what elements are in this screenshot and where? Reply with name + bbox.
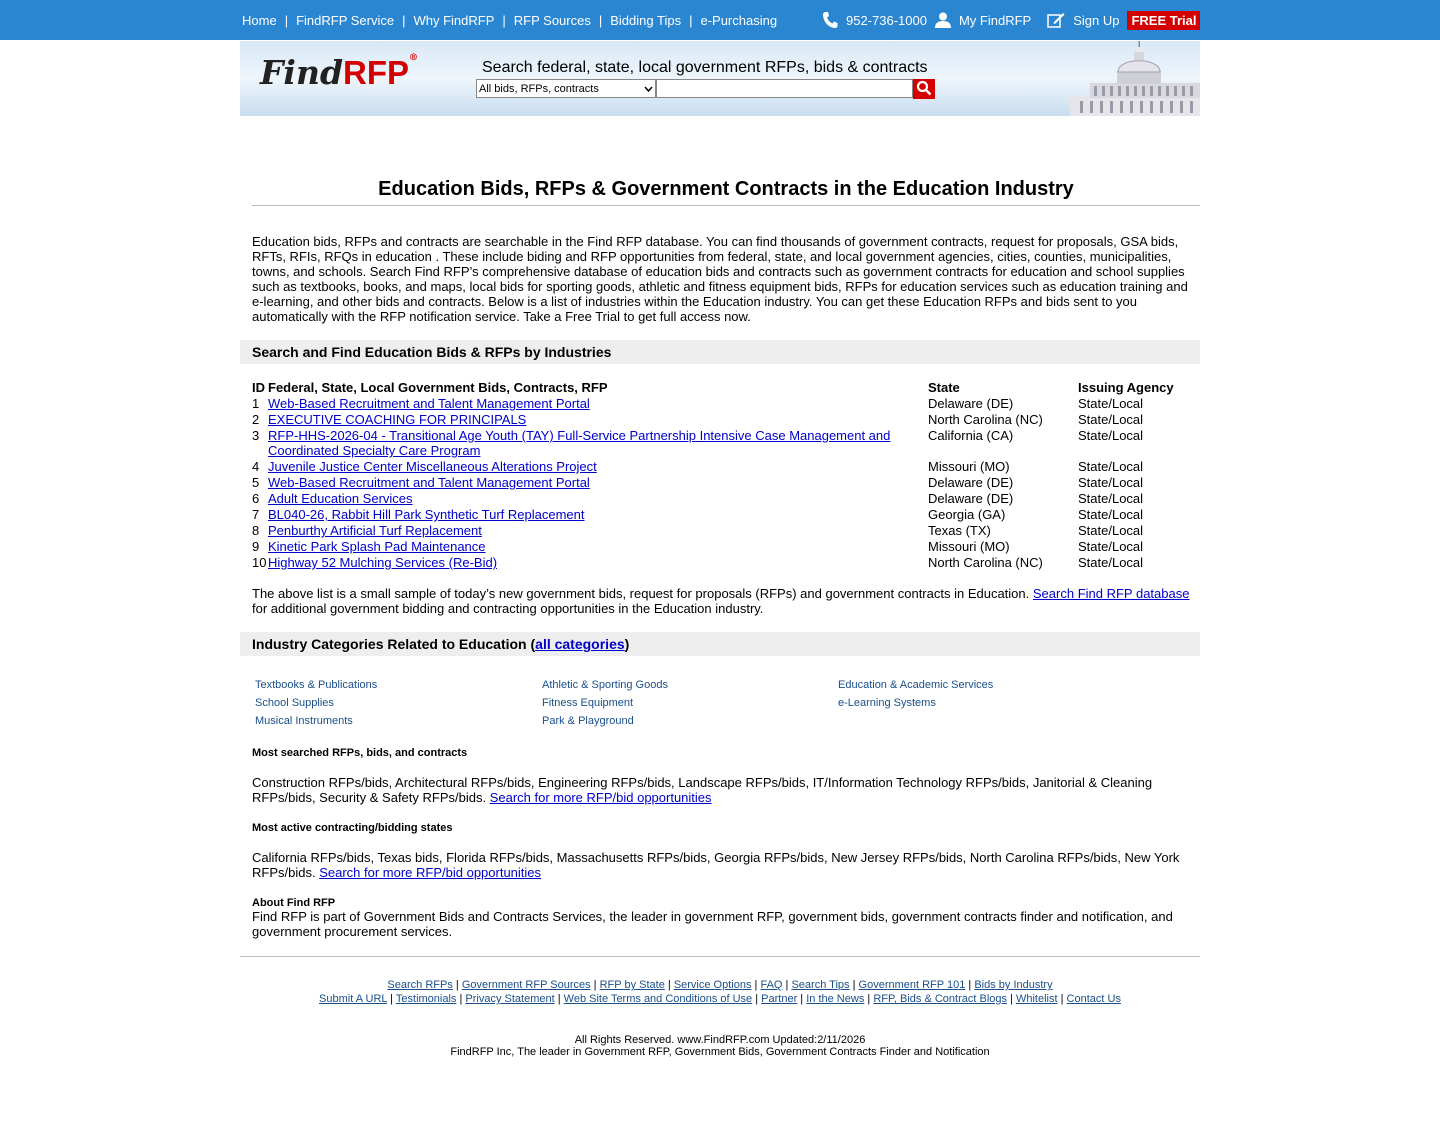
search-more-link[interactable]: Search for more RFP/bid opportunities bbox=[319, 865, 542, 880]
footer-link[interactable]: Search RFPs bbox=[387, 979, 453, 991]
bid-state: Texas (TX) bbox=[928, 523, 991, 538]
table-header-row bbox=[252, 380, 1174, 396]
bids-table-body bbox=[252, 396, 1174, 571]
bid-title-link[interactable]: Web-Based Recruitment and Talent Management Portal bbox=[268, 396, 590, 411]
bid-title-link[interactable]: Penburthy Artificial Turf Replacement bbox=[268, 523, 482, 538]
footer-separator: | bbox=[590, 979, 600, 991]
about-heading: About Find RFP bbox=[252, 897, 336, 909]
footer-separator: | bbox=[797, 993, 807, 1005]
footer-link[interactable]: Government RFP Sources bbox=[461, 979, 591, 991]
bid-state: North Carolina (NC) bbox=[928, 412, 1043, 427]
footer-tagline: FindRFP Inc, The leader in Government RFP, Government Bids, Government Contracts Finder and Notification bbox=[450, 1046, 990, 1058]
table-row bbox=[252, 539, 1174, 555]
category-link[interactable]: Fitness Equipment bbox=[542, 697, 634, 709]
bid-state: North Carolina (NC) bbox=[928, 555, 1043, 570]
category-col-2 bbox=[542, 676, 668, 730]
footer-link[interactable]: RFP, Bids & Contract Blogs bbox=[873, 993, 1007, 1005]
my-findrfp-link[interactable]: My FindRFP bbox=[958, 12, 1032, 28]
bid-agency: State/Local bbox=[1078, 412, 1144, 427]
bid-id: 10 bbox=[252, 555, 267, 570]
footer-row-1 bbox=[240, 978, 1200, 992]
col-header-state: State bbox=[928, 380, 960, 395]
bid-agency: State/Local bbox=[1078, 428, 1144, 443]
bid-agency: State/Local bbox=[1078, 459, 1144, 474]
bid-agency: State/Local bbox=[1078, 523, 1144, 538]
col-header-agency: Issuing Agency bbox=[1078, 380, 1174, 395]
nav-separator: | bbox=[502, 12, 506, 28]
footer-link[interactable]: FAQ bbox=[760, 979, 783, 991]
bid-agency: State/Local bbox=[1078, 491, 1144, 506]
section-heading-categories bbox=[240, 632, 1200, 656]
table-row bbox=[252, 555, 1174, 571]
bid-title bbox=[268, 459, 928, 475]
footer-separator: | bbox=[751, 979, 761, 991]
footer-link[interactable]: RFP by State bbox=[599, 979, 665, 991]
most-searched-paragraph bbox=[252, 775, 1192, 805]
nav-bidding-tips[interactable]: Bidding Tips bbox=[610, 12, 682, 28]
category-links bbox=[255, 676, 1195, 736]
search-more-link[interactable]: Search for more RFP/bid opportunities bbox=[489, 790, 712, 805]
bid-id: 6 bbox=[252, 491, 260, 506]
findrfp-logo[interactable] bbox=[260, 53, 418, 92]
logo-find-text: Find bbox=[260, 53, 344, 92]
footer-separator: | bbox=[752, 993, 762, 1005]
table-row bbox=[252, 396, 1174, 412]
footer-link[interactable]: Service Options bbox=[673, 979, 752, 991]
bid-id: 9 bbox=[252, 539, 260, 554]
bid-id: 5 bbox=[252, 475, 260, 490]
phone-icon bbox=[822, 11, 838, 29]
search-input[interactable] bbox=[656, 79, 913, 98]
category-link[interactable]: Textbooks & Publications bbox=[255, 679, 378, 691]
search-category-value: All bids, RFPs, contracts bbox=[479, 82, 599, 95]
footer-separator: | bbox=[864, 993, 874, 1005]
bid-state: Delaware (DE) bbox=[928, 475, 1014, 490]
all-categories-link[interactable]: all categories bbox=[535, 636, 625, 652]
after-table-paragraph bbox=[252, 586, 1200, 616]
table-row bbox=[252, 523, 1174, 539]
bid-id: 2 bbox=[252, 412, 260, 427]
footer-separator: | bbox=[965, 979, 975, 991]
footer-link[interactable]: Submit A URL bbox=[319, 993, 388, 1005]
bid-title-link[interactable]: Kinetic Park Splash Pad Maintenance bbox=[268, 539, 486, 554]
signup-icon bbox=[1047, 12, 1065, 28]
after-table-text: The above list is a small sample of today’s new government bids, request for proposals (RFPs) and government contracts in Education. bbox=[252, 586, 1030, 601]
search-title: Search federal, state, local government RFPs, bids & contracts bbox=[482, 59, 928, 76]
footer-link[interactable]: Whitelist bbox=[1015, 993, 1058, 1005]
chevron-down-icon bbox=[644, 83, 653, 95]
nav-rfp-sources[interactable]: RFP Sources bbox=[513, 12, 591, 28]
footer-separator: | bbox=[452, 979, 462, 991]
search-icon bbox=[916, 80, 932, 99]
table-row bbox=[252, 507, 1174, 523]
table-row bbox=[252, 412, 1174, 428]
nav-why-findrfp[interactable]: Why FindRFP bbox=[413, 12, 495, 28]
nav-separator: | bbox=[598, 12, 603, 28]
top-nav bbox=[242, 0, 777, 40]
category-col-3 bbox=[838, 676, 993, 712]
free-trial-button[interactable]: FREE Trial bbox=[1127, 11, 1200, 30]
bid-title bbox=[268, 507, 928, 523]
footer-separator: | bbox=[456, 993, 466, 1005]
logo-rfp-text: RFP bbox=[343, 54, 410, 91]
bid-title-link[interactable]: Juvenile Justice Center Miscellaneous Alterations Project bbox=[268, 459, 597, 474]
header-banner bbox=[240, 41, 1200, 116]
top-right-links bbox=[822, 0, 1200, 40]
bids-table bbox=[252, 380, 1174, 571]
footer-separator: | bbox=[1007, 993, 1016, 1005]
footer-separator: | bbox=[387, 993, 396, 1005]
categories-heading-end: ) bbox=[624, 636, 630, 652]
table-row bbox=[252, 428, 1174, 459]
categories-heading-text: Industry Categories Related to Education ( bbox=[252, 636, 536, 652]
search-category-select[interactable] bbox=[476, 79, 656, 98]
bid-title bbox=[268, 555, 928, 571]
footer-separator: | bbox=[554, 993, 564, 1005]
nav-findrfp-service[interactable]: FindRFP Service bbox=[296, 12, 395, 28]
sign-up-link[interactable]: Sign Up bbox=[1073, 12, 1120, 28]
footer-copyright bbox=[240, 1034, 1200, 1058]
most-searched-section bbox=[252, 747, 1192, 805]
most-active-paragraph bbox=[252, 850, 1192, 880]
footer-row-2 bbox=[240, 992, 1200, 1006]
footer-separator: | bbox=[664, 979, 674, 991]
footer-link[interactable]: Contact Us bbox=[1066, 993, 1121, 1005]
bid-title bbox=[268, 475, 928, 491]
bid-id: 1 bbox=[252, 396, 260, 411]
footer-separator: | bbox=[849, 979, 859, 991]
bid-id: 3 bbox=[252, 428, 260, 443]
bid-title bbox=[268, 396, 928, 412]
footer-link[interactable]: Privacy Statement bbox=[465, 993, 555, 1005]
table-row bbox=[252, 491, 1174, 507]
about-section bbox=[252, 897, 1192, 939]
bid-title bbox=[268, 412, 928, 428]
search-button[interactable] bbox=[913, 79, 935, 99]
category-link[interactable]: e-Learning Systems bbox=[838, 697, 936, 709]
nav-separator: | bbox=[689, 12, 693, 28]
category-col-1 bbox=[255, 676, 377, 730]
bid-title bbox=[268, 523, 928, 539]
most-active-heading: Most active contracting/bidding states bbox=[252, 822, 453, 834]
bid-title bbox=[268, 539, 928, 555]
bid-agency: State/Local bbox=[1078, 475, 1144, 490]
bid-id: 7 bbox=[252, 507, 260, 522]
section-heading-industries: Search and Find Education Bids & RFPs by Industries bbox=[240, 340, 1200, 364]
bid-state: Missouri (MO) bbox=[928, 539, 1010, 554]
category-link[interactable]: School Supplies bbox=[255, 697, 334, 709]
copyright-text: All Rights Reserved. www.FindRFP.com Updated:2/11/2026 bbox=[574, 1034, 866, 1046]
bid-state: Missouri (MO) bbox=[928, 459, 1010, 474]
bid-agency: State/Local bbox=[1078, 396, 1144, 411]
nav-separator: | bbox=[284, 12, 289, 28]
footer-link[interactable]: Partner bbox=[761, 993, 798, 1005]
bid-title bbox=[268, 491, 928, 507]
main-content bbox=[252, 120, 1200, 324]
table-row bbox=[252, 475, 1174, 491]
page-title: Education Bids, RFPs & Government Contracts in the Education Industry bbox=[252, 178, 1200, 206]
top-nav-bar bbox=[0, 0, 1440, 40]
footer-link[interactable]: In the News bbox=[806, 993, 865, 1005]
footer-link[interactable]: Government RFP 101 bbox=[858, 979, 966, 991]
most-searched-text: Construction RFPs/bids, Architectural RFPs/bids, Engineering RFPs/bids, Landscape RFPs/bids, IT/Information Technology RFPs/bids, Janitorial & Cleaning RFPs/bids, Security & Safety RFPs/bids. bbox=[252, 775, 1153, 805]
footer-divider bbox=[240, 956, 1200, 957]
logo-registered-mark: ® bbox=[409, 53, 419, 63]
bid-id: 8 bbox=[252, 523, 260, 538]
col-header-id: ID bbox=[252, 380, 265, 395]
phone-number: 952-736-1000 bbox=[846, 12, 927, 28]
footer-link[interactable]: Search Tips bbox=[791, 979, 850, 991]
bid-agency: State/Local bbox=[1078, 539, 1144, 554]
table-row bbox=[252, 459, 1174, 475]
bids-table-container bbox=[252, 380, 1200, 571]
bid-title-link[interactable]: EXECUTIVE COACHING FOR PRINCIPALS bbox=[268, 412, 527, 427]
footer-link[interactable]: Web Site Terms and Conditions of Use bbox=[563, 993, 753, 1005]
category-link[interactable]: Musical Instruments bbox=[255, 715, 353, 727]
most-active-section bbox=[252, 822, 1192, 880]
bid-title-link[interactable]: Web-Based Recruitment and Talent Management Portal bbox=[268, 475, 590, 490]
footer-link[interactable]: Bids by Industry bbox=[974, 979, 1053, 991]
nav-home[interactable]: Home bbox=[242, 12, 277, 28]
after-table-text-2: for additional government bidding and contracting opportunities in the Education industry. bbox=[252, 601, 764, 616]
bid-state: Delaware (DE) bbox=[928, 491, 1014, 506]
bid-title bbox=[268, 428, 928, 459]
bid-title-link[interactable]: Adult Education Services bbox=[268, 491, 413, 506]
most-active-text: California RFPs/bids, Texas bids, Florida RFPs/bids, Massachusetts RFPs/bids, Georgia RFPs/bids, New Jersey RFPs/bids, North Carolina RFPs/bids, New York RFPs/bids. bbox=[252, 850, 1180, 880]
capitol-building-image bbox=[1060, 41, 1200, 116]
about-text: Find RFP is part of Government Bids and Contracts Services, the leader in government RFP, government bids, government contracts finder and notification, and government procurement services. bbox=[252, 909, 1173, 939]
bid-title-link[interactable]: BL040-26, Rabbit Hill Park Synthetic Turf Replacement bbox=[268, 507, 585, 522]
most-searched-heading: Most searched RFPs, bids, and contracts bbox=[252, 747, 468, 759]
nav-separator: | bbox=[402, 12, 406, 28]
nav-e-purchasing[interactable]: e-Purchasing bbox=[700, 12, 778, 28]
search-database-link[interactable]: Search Find RFP database bbox=[1032, 586, 1190, 601]
bid-title-link[interactable]: Highway 52 Mulching Services (Re-Bid) bbox=[268, 555, 498, 570]
footer-separator: | bbox=[1057, 993, 1067, 1005]
footer-links bbox=[240, 978, 1200, 1006]
bid-state: Delaware (DE) bbox=[928, 396, 1014, 411]
category-link[interactable]: Park & Playground bbox=[542, 715, 634, 727]
intro-paragraph: Education bids, RFPs and contracts are searchable in the Find RFP database. You can find thousands of government contracts, request for proposals, GSA bids, RFTs, RFIs, RFQs in education . These include biding and RFP opportunities from federal, state, and local government agencies, cities, counties, municipalities, towns, and schools. Search Find RFP’s comprehensive database of education bids and contracts such as government contracts for education and school supplies such as textbooks, books, and maps, local bids for sporting goods, athletic and fitness equipment bids, RFPs for education services such as education training and e-learning, and other bids and contracts. Below is a list of industries within the Education industry. You can get these Education RFPs and bids sent to you automatically with the RFP notification service. Take a Free Trial to get full access now. bbox=[252, 234, 1188, 324]
bid-state: California (CA) bbox=[928, 428, 1014, 443]
bid-title-link[interactable]: RFP-HHS-2026-04 - Transitional Age Youth (TAY) Full-Service Partnership Intensive Case Management and Coordinated Specialty Care Program bbox=[268, 428, 891, 458]
footer-separator: | bbox=[782, 979, 792, 991]
category-link[interactable]: Athletic & Sporting Goods bbox=[542, 679, 668, 691]
bid-agency: State/Local bbox=[1078, 555, 1144, 570]
category-link[interactable]: Education & Academic Services bbox=[838, 679, 994, 691]
bid-id: 4 bbox=[252, 459, 260, 474]
bid-state: Georgia (GA) bbox=[928, 507, 1006, 522]
user-icon bbox=[935, 12, 951, 28]
col-header-title: Federal, State, Local Government Bids, Contracts, RFP bbox=[268, 380, 608, 395]
footer-link[interactable]: Testimonials bbox=[395, 993, 457, 1005]
bid-agency: State/Local bbox=[1078, 507, 1144, 522]
